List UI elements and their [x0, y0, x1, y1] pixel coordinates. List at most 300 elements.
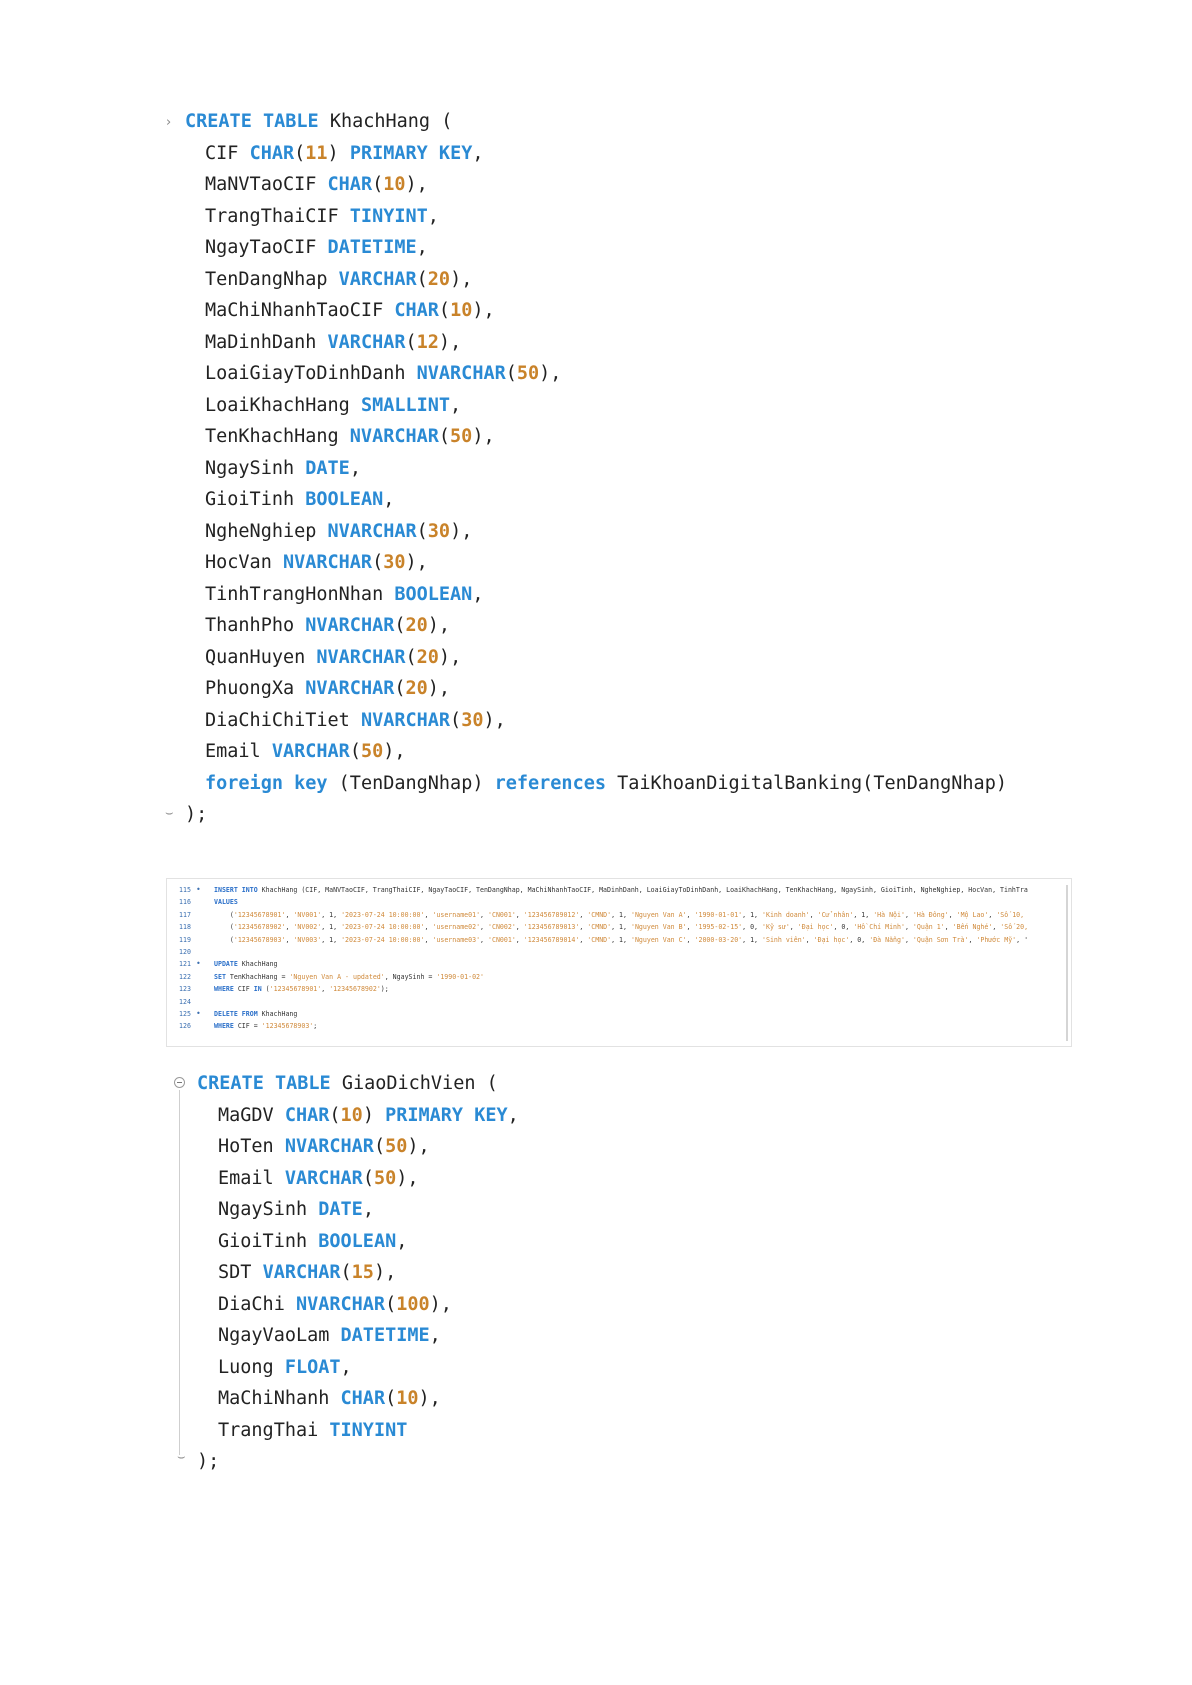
column-size: 10 — [450, 300, 473, 321]
column-name: NgaySinh — [205, 457, 295, 479]
keyword-create: CREATE — [185, 111, 252, 132]
column-name: Luong — [218, 1356, 274, 1378]
paren: ( — [394, 615, 406, 636]
column-name: NgheNghiep — [205, 520, 317, 542]
close-paren: ); — [197, 1451, 220, 1472]
sql-text: , — [480, 910, 488, 919]
paren: ) — [472, 426, 484, 447]
column-name: NgaySinh — [218, 1199, 308, 1220]
editor-code[interactable] — [214, 884, 1028, 896]
sql-text: , — [805, 935, 814, 944]
sql-text: ( — [214, 910, 234, 919]
sql-text: , — [579, 935, 588, 944]
paren: ( — [349, 741, 361, 762]
paren: ) — [427, 678, 439, 699]
comma: , — [450, 331, 462, 353]
column-name: CIF — [205, 142, 239, 164]
sql-string: '1990-01-01' — [694, 910, 743, 919]
column-name: GioiTinh — [205, 489, 295, 510]
comma: , — [438, 615, 451, 636]
sql-keyword: SET — [214, 972, 226, 981]
column-name: TrangThai — [218, 1419, 319, 1441]
sql-keyword: DELETE FROM — [214, 1010, 258, 1018]
sql-text: , 1, — [611, 935, 631, 944]
sql-text: KhachHang — [237, 960, 278, 969]
comma: , — [349, 457, 361, 479]
open-paren: ( — [441, 111, 453, 132]
paren: ) — [383, 741, 395, 762]
sql-text: CIF = — [233, 1022, 262, 1031]
column-definition — [205, 740, 406, 764]
comma: , — [550, 363, 562, 384]
column-definition — [218, 1387, 441, 1411]
editor-code[interactable] — [214, 909, 1024, 921]
sql-text: ); — [380, 985, 389, 994]
paren: ( — [405, 331, 417, 353]
paren: ) — [418, 1388, 430, 1409]
paren: ) — [539, 363, 551, 384]
paren: ) — [373, 1262, 386, 1283]
column-size: 20 — [405, 678, 428, 699]
column-definition — [205, 205, 439, 229]
column-name: MaNVTaoCIF — [205, 174, 317, 195]
create-table-line — [197, 1072, 498, 1096]
column-definition — [205, 614, 450, 638]
paren: ( — [340, 1262, 352, 1283]
column-size: 12 — [416, 331, 439, 353]
paren: ( — [438, 300, 451, 321]
sql-string: 'Đại học' — [813, 935, 850, 944]
comma: , — [362, 1199, 374, 1220]
paren: ) — [450, 520, 462, 542]
keyword-create: CREATE — [197, 1073, 264, 1094]
sql-text: ( — [214, 923, 234, 932]
column-type: NVARCHAR — [316, 646, 406, 668]
sql-string: 'CN001' — [488, 935, 516, 944]
column-type: CHAR — [327, 174, 373, 195]
comma: , — [416, 174, 428, 195]
sql-text: CIF — [233, 985, 254, 994]
editor-line — [167, 983, 1067, 995]
sql-string: 'CMND' — [587, 935, 612, 944]
fk-column: (TenDangNhap) — [338, 772, 484, 794]
sql-string: '2023-07-24 10:00:00' — [341, 935, 425, 944]
column-definition — [205, 268, 472, 292]
keyword-primary-key: PRIMARY KEY — [349, 142, 473, 164]
paren: ) — [429, 1293, 441, 1315]
sql-text: , NgaySinh = — [384, 972, 437, 981]
sql-text: , — [789, 923, 798, 932]
sql-string: '12345678901' — [233, 910, 286, 919]
open-paren: ( — [486, 1073, 498, 1094]
sql-string: 'Bến Nghé' — [952, 923, 993, 932]
sql-string: 'username02' — [432, 923, 481, 932]
editor-line — [167, 896, 1067, 908]
sql-text: ( — [214, 935, 234, 944]
sql-text: , 1, — [611, 910, 631, 919]
column-type: VARCHAR — [284, 1167, 363, 1189]
editor-line — [167, 971, 1067, 983]
column-size: 20 — [416, 646, 439, 668]
fold-end-icon: ⌣ — [165, 806, 174, 821]
column-type: TINYINT — [349, 205, 428, 227]
comma: , — [396, 1230, 408, 1252]
sql-text: , — [968, 935, 977, 944]
column-type: NVARCHAR — [305, 678, 395, 699]
run-statement-icon[interactable]: • — [196, 1009, 201, 1018]
sql-keyword: WHERE — [214, 1022, 234, 1031]
sql-string: 'Quận 1' — [912, 923, 945, 932]
sql-text: , 1, — [321, 910, 342, 919]
sql-text: , — [515, 910, 524, 919]
sql-text: , — [904, 910, 913, 919]
paren: ) — [405, 174, 417, 195]
sql-text: , 1, — [321, 923, 342, 932]
sql-text: TenKhachHang = — [225, 972, 290, 981]
column-size: 100 — [396, 1293, 430, 1315]
paren: ( — [438, 426, 451, 447]
column-name: PhuongXa — [205, 678, 295, 699]
fold-collapse-icon[interactable] — [174, 1077, 185, 1088]
sql-string: 'username01' — [432, 910, 481, 919]
sql-string: 'NV002' — [293, 923, 322, 932]
column-type: NVARCHAR — [295, 1293, 386, 1315]
paren: ) — [450, 268, 462, 290]
comma: , — [483, 300, 495, 321]
sql-keyword: UPDATE — [214, 960, 238, 969]
sql-text: , 0, — [742, 923, 762, 932]
fold-arrow-icon[interactable]: › — [166, 115, 172, 130]
sql-text: , — [944, 923, 953, 932]
editor-line — [167, 921, 1067, 933]
fold-end-icon: ⌣ — [177, 1450, 186, 1465]
column-name: DiaChi — [218, 1293, 285, 1315]
column-size: 15 — [351, 1262, 374, 1283]
sql-text: , — [515, 923, 524, 932]
column-definition — [205, 394, 461, 418]
sql-text: , — [285, 910, 294, 919]
paren: ) — [438, 646, 451, 668]
sql-string: 'Hà Nội' — [873, 910, 905, 919]
run-statement-icon[interactable]: • — [196, 885, 201, 894]
sql-string: '2023-07-24 10:00:00' — [341, 923, 425, 932]
sql-text: KhachHang — [257, 1010, 298, 1018]
column-definition — [205, 583, 483, 607]
sql-string: '123456789012' — [523, 910, 580, 919]
sql-text: , — [904, 923, 913, 932]
column-type: SMALLINT — [360, 394, 451, 416]
editor-line — [167, 946, 1067, 958]
column-name: MaGDV — [218, 1104, 274, 1126]
editor-code[interactable] — [214, 921, 1028, 933]
comma: , — [507, 1104, 519, 1126]
column-definition — [205, 520, 472, 544]
paren: ) — [472, 300, 484, 321]
comma: , — [461, 268, 473, 290]
table-name: GiaoDichVien — [341, 1073, 476, 1094]
sql-string: 'Số 10, — [996, 910, 1025, 919]
keyword-key: key — [294, 772, 328, 794]
sql-string: 'Nguyen Van B' — [630, 923, 687, 932]
column-size: 50 — [385, 1136, 408, 1157]
comma: , — [394, 741, 406, 762]
sql-string: 'CMND' — [587, 910, 612, 919]
column-type: NVARCHAR — [305, 615, 395, 636]
editor-code[interactable] — [214, 1020, 317, 1032]
comma: , — [494, 709, 506, 731]
sql-text: , — [424, 923, 433, 932]
sql-string: 'Nguyen Van C' — [630, 935, 687, 944]
sql-text: , — [321, 985, 330, 994]
sql-text: , — [285, 923, 294, 932]
column-size: 50 — [516, 363, 540, 384]
column-size: 10 — [396, 1388, 419, 1409]
paren: ( — [373, 1136, 386, 1157]
comma: , — [427, 205, 439, 227]
sql-string: 'Quận Sơn Trà' — [912, 935, 969, 944]
comma: , — [418, 1136, 430, 1157]
sql-text: , — [579, 910, 588, 919]
column-name: TinhTrangHonNhan — [205, 583, 384, 605]
sql-string: 'Phước Mỹ' — [976, 935, 1017, 944]
sql-text: , 0, — [849, 935, 870, 944]
paren: ( — [362, 1167, 374, 1189]
sql-string: '12345678902' — [329, 985, 381, 994]
column-name: GioiTinh — [218, 1230, 308, 1252]
column-type: VARCHAR — [327, 331, 406, 353]
paren: ( — [329, 1104, 341, 1126]
line-number: 125 — [179, 1010, 191, 1018]
column-definition — [218, 1230, 407, 1254]
column-type: DATETIME — [327, 237, 417, 258]
editor-line — [167, 909, 1067, 921]
paren: ( — [505, 363, 517, 384]
column-definition — [218, 1356, 352, 1380]
comma: , — [450, 646, 462, 668]
column-size: 11 — [305, 142, 328, 164]
sql-text: ; — [313, 1022, 318, 1031]
editor-code[interactable] — [214, 971, 484, 983]
comma: , — [340, 1356, 352, 1378]
paren: ) — [327, 142, 339, 164]
column-definition — [218, 1135, 430, 1159]
column-type: BOOLEAN — [305, 489, 384, 510]
column-definition — [205, 425, 495, 449]
column-size: 20 — [405, 615, 428, 636]
sql-string: '2000-03-20' — [694, 935, 743, 944]
sql-text: , — [285, 935, 294, 944]
column-size: 50 — [450, 426, 473, 447]
sql-text: , — [480, 923, 488, 932]
column-name: Email — [218, 1167, 274, 1189]
comma: , — [385, 1262, 397, 1283]
sql-text: , 1, — [742, 935, 762, 944]
column-definition — [218, 1293, 452, 1317]
paren: ( — [394, 678, 406, 699]
sql-text: , ' — [1016, 935, 1029, 944]
sql-keyword: IN — [253, 985, 262, 994]
sql-string: 'CN001' — [488, 910, 516, 919]
line-number: 116 — [179, 898, 191, 907]
column-definition — [205, 331, 461, 355]
sql-text: , — [809, 910, 818, 919]
column-name: NgayVaoLam — [218, 1325, 330, 1346]
sql-text: , 1, — [853, 910, 874, 919]
sql-text: , — [515, 935, 524, 944]
keyword-table: TABLE — [274, 1073, 331, 1094]
editor-code[interactable] — [214, 958, 278, 970]
column-type: VARCHAR — [338, 268, 417, 290]
column-size: 50 — [373, 1167, 397, 1189]
editor-code[interactable] — [214, 896, 238, 908]
sql-string: '12345678901' — [269, 985, 322, 994]
sql-text: , — [992, 923, 1001, 932]
keyword-foreign: foreign — [205, 772, 283, 794]
sql-text: , — [424, 910, 433, 919]
column-name: TenDangNhap — [205, 268, 328, 290]
table-name: KhachHang — [329, 111, 431, 132]
sql-text: , — [904, 935, 913, 944]
column-type: DATETIME — [340, 1325, 430, 1346]
run-statement-icon[interactable]: • — [196, 959, 201, 969]
paren: ( — [372, 552, 384, 573]
column-definition — [205, 677, 450, 701]
column-definition — [205, 488, 394, 512]
column-definition — [218, 1419, 407, 1443]
column-size: 50 — [360, 741, 384, 762]
sql-string: 'Kỹ sư' — [762, 923, 790, 932]
column-definition — [218, 1104, 519, 1128]
sql-string: 'Mộ Lao' — [956, 910, 989, 919]
sql-text: , — [480, 935, 488, 944]
column-definition — [205, 362, 561, 386]
editor-line — [167, 884, 1067, 896]
sql-text: , — [686, 935, 695, 944]
column-name: NgayTaoCIF — [205, 237, 317, 258]
editor-line — [167, 934, 1067, 946]
sql-string: 'Đại học' — [797, 923, 834, 932]
column-type: VARCHAR — [271, 741, 350, 762]
fold-guide-line — [179, 1090, 180, 1455]
sql-string: '1995-02-15' — [694, 923, 743, 932]
column-definition — [218, 1324, 441, 1348]
sql-string: 'username03' — [432, 935, 481, 944]
sql-text: , 1, — [742, 910, 762, 919]
sql-string: '123456789013' — [523, 923, 580, 932]
column-name: QuanHuyen — [205, 646, 306, 668]
comma: , — [483, 426, 495, 447]
comma: , — [416, 552, 428, 573]
comma: , — [429, 1388, 441, 1409]
foreign-key-line — [205, 772, 1007, 796]
paren: ) — [438, 331, 451, 353]
line-number: 123 — [179, 985, 191, 994]
editor-line — [167, 958, 1067, 970]
comma: , — [472, 583, 484, 605]
paren: ( — [385, 1388, 397, 1409]
sql-string: '2023-07-24 10:00:00' — [341, 910, 425, 919]
keyword-table: TABLE — [262, 111, 319, 132]
editor-code[interactable] — [214, 983, 389, 995]
column-type: TINYINT — [329, 1419, 408, 1441]
column-type: DATE — [318, 1199, 363, 1220]
line-number: 124 — [179, 997, 191, 1006]
sql-string: 'Cử nhân' — [817, 910, 854, 919]
column-type: NVARCHAR — [416, 363, 506, 384]
column-type: NVARCHAR — [282, 552, 373, 573]
comma: , — [438, 678, 451, 699]
column-name: SDT — [218, 1262, 252, 1283]
sql-string: '123456789014' — [523, 935, 580, 944]
paren: ) — [362, 1104, 374, 1126]
paren: ( — [405, 646, 417, 668]
editor-code[interactable] — [214, 934, 1028, 946]
comma: , — [472, 142, 484, 164]
column-definition — [218, 1167, 419, 1191]
sql-text: , — [686, 910, 695, 919]
sql-text: ( — [261, 985, 270, 994]
line-number: 118 — [179, 923, 191, 932]
line-number: 122 — [179, 972, 191, 981]
sql-text: , — [988, 910, 997, 919]
column-name: ThanhPho — [205, 615, 295, 636]
sql-string: '12345678902' — [233, 923, 286, 932]
column-name: TrangThaiCIF — [205, 205, 339, 227]
sql-string: 'Hà Đông' — [912, 910, 949, 919]
paren: ) — [427, 615, 439, 636]
sql-string: '12345678903' — [261, 1022, 314, 1031]
line-number: 119 — [179, 935, 191, 944]
column-type: CHAR — [249, 142, 295, 164]
comma: , — [429, 1325, 441, 1346]
column-definition — [205, 709, 506, 733]
column-type: BOOLEAN — [318, 1230, 397, 1252]
paren: ( — [385, 1293, 397, 1315]
sql-text: , — [686, 923, 695, 932]
paren: ) — [396, 1167, 408, 1189]
column-name: HocVan — [205, 552, 272, 573]
column-size: 30 — [427, 520, 451, 542]
sql-text: , 1, — [611, 923, 631, 932]
paren: ) — [405, 552, 417, 573]
sql-string: '12345678903' — [233, 935, 286, 944]
column-definition — [205, 142, 484, 166]
column-type: CHAR — [284, 1104, 330, 1126]
sql-string: 'NV003' — [293, 935, 322, 944]
column-name: HoTen — [218, 1136, 274, 1157]
sql-text: , 1, — [321, 935, 342, 944]
column-type: BOOLEAN — [394, 583, 473, 605]
line-number: 115 — [179, 886, 191, 894]
sql-string: 'CN002' — [488, 923, 516, 932]
column-type: FLOAT — [284, 1356, 341, 1378]
column-name: MaDinhDanh — [205, 331, 317, 353]
create-table-line — [185, 110, 452, 134]
column-type: NVARCHAR — [327, 520, 417, 542]
close-paren: ); — [185, 804, 208, 825]
sql-string: 'Số 20, — [1000, 923, 1029, 932]
paren: ( — [294, 142, 306, 164]
comma: , — [407, 1167, 419, 1189]
sql-keyword: WHERE — [214, 985, 234, 994]
column-type: CHAR — [340, 1388, 386, 1409]
column-type: DATE — [305, 457, 350, 479]
paren: ( — [416, 520, 428, 542]
keyword-primary-key: PRIMARY KEY — [385, 1104, 508, 1126]
sql-text: , — [424, 935, 433, 944]
column-size: 30 — [383, 552, 406, 573]
editor-code[interactable] — [214, 1008, 297, 1020]
